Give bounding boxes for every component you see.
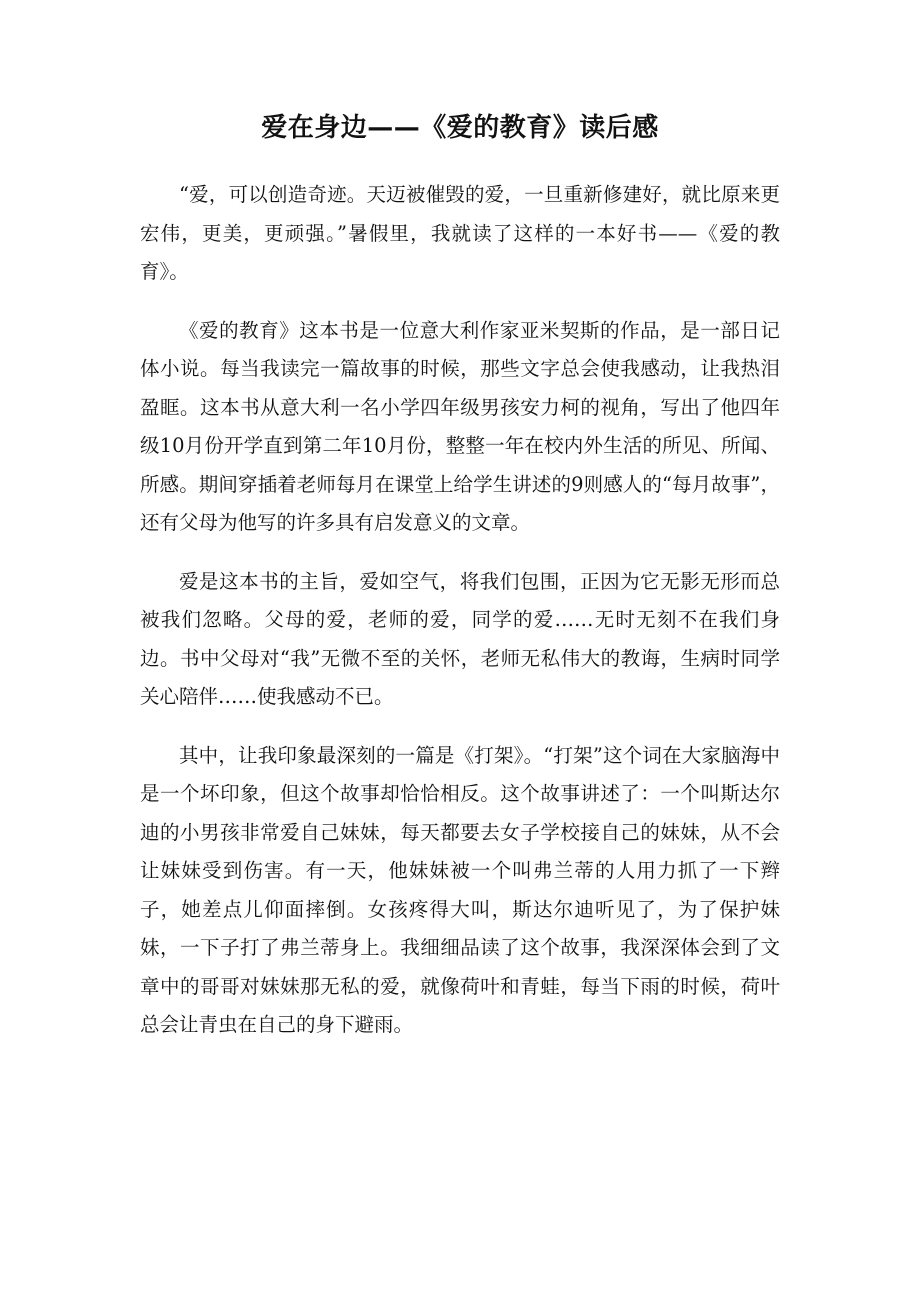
paragraph-theme: 爱是这本书的主旨，爱如空气，将我们包围，正因为它无影无形而总被我们忽略。父母的爱，老师的爱，同学的爱……无时无刻不在我们身边。书中父母对“我”无微不至的关怀，老师无私伟大的教诲，生病时同学关心陪伴……使我感动不已。: [140, 569, 780, 708]
document-body: [140, 176, 780, 1065]
paragraph-favorite-story: 其中，让我印象最深刻的一篇是《打架》。“打架”这个词在大家脑海中是一个坏印象，但这个故事却恰恰相反。这个故事讲述了：一个叫斯达尔迪的小男孩非常爱自己妹妹，每天都要去女子学校接自己的妹妹，从不会让妹妹受到伤害。有一天，他妹妹被一个叫弗兰蒂的人用力抓了一下辫子，她差点儿仰面摔倒。女孩疼得大叫，斯达尔迪听见了，为了保护妹妹，一下子打了弗兰蒂身上。我细细品读了这个故事，我深深体会到了文章中的哥哥对妹妹那无私的爱，就像荷叶和青蛙，每当下雨的时候，荷叶总会让青虫在自己的身下避雨。: [140, 743, 780, 1036]
paragraph-book-summary: 《爱的教育》这本书是一位意大利作家亚米契斯的作品，是一部日记体小说。每当我读完一篇故事的时候，那些文字总会使我感动，让我热泪盈眶。这本书从意大利一名小学四年级男孩安力柯的视角，写出了他四年级10月份开学直到第二年10月份，整整一年在校内外生活的所见、所闻、所感。期间穿插着老师每月在课堂上给学生讲述的9则感人的“每月故事”，还有父母为他写的许多具有启发意义的文章。: [140, 318, 780, 534]
document-title: 爱在身边——《爱的教育》读后感: [261, 113, 659, 143]
paragraph-intro: “爱，可以创造奇迹。天迈被催毁的爱，一旦重新修建好，就比原来更宏伟，更美，更顽强。”暑假里，我就读了这样的一本好书——《爱的教育》。: [140, 183, 780, 283]
